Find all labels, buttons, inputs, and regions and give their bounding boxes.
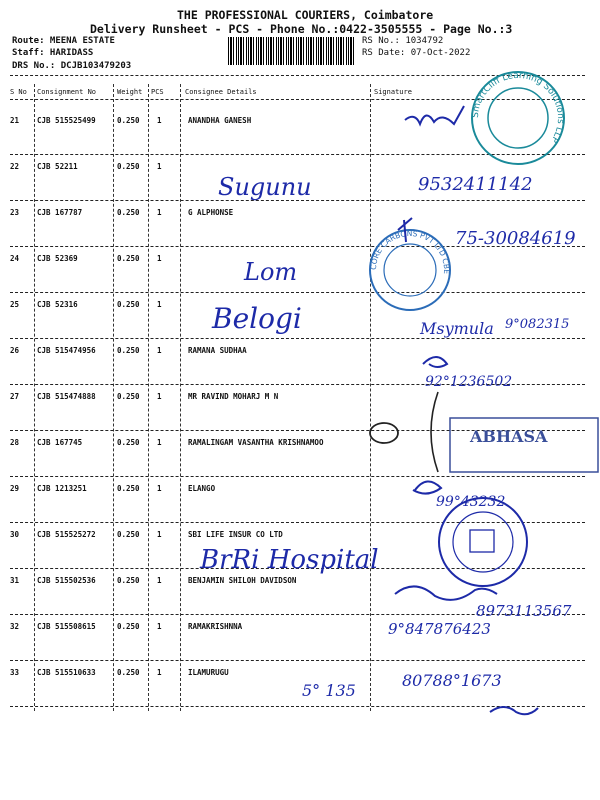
row-sno: 32 xyxy=(10,622,20,631)
row-divider xyxy=(10,430,585,431)
row-consignment: CJB 515525272 xyxy=(37,530,96,539)
row-pcs: 1 xyxy=(157,300,162,309)
row-consignee: G ALPHONSE xyxy=(188,208,234,217)
row-consignment: CJB 515510633 xyxy=(37,668,96,677)
smartcliff-stamp xyxy=(471,71,565,164)
row-consignee: RAMAKRISHNNA xyxy=(188,622,243,631)
row-pcs: 1 xyxy=(157,346,162,355)
staff-label: Staff: HARIDASS xyxy=(12,48,94,58)
route-label: Route: MEENA ESTATE xyxy=(12,36,115,46)
phone-row25: 9°082315 xyxy=(505,317,570,332)
row-divider xyxy=(10,522,585,523)
row-pcs: 1 xyxy=(157,622,162,631)
row-weight: 0.250 xyxy=(117,622,140,631)
col-signature: Signature xyxy=(374,88,412,96)
row-consignment: CJB 52369 xyxy=(37,254,78,263)
row-weight: 0.250 xyxy=(117,576,140,585)
row-sno: 33 xyxy=(10,668,20,677)
row-divider xyxy=(10,706,585,707)
phone-row32: 9°847876423 xyxy=(388,620,491,638)
company-title: THE PROFESSIONAL COURIERS, Coimbatore xyxy=(177,8,434,22)
row-weight: 0.250 xyxy=(117,392,140,401)
signature-row30: BrRi Hospital xyxy=(200,545,379,575)
row-consignment: CJB 52211 xyxy=(37,162,78,171)
phone-row31: 8973113567 xyxy=(476,602,572,620)
row-weight: 0.250 xyxy=(117,162,140,171)
row-consignment: CJB 167787 xyxy=(37,208,83,217)
row-pcs: 1 xyxy=(157,208,162,217)
svg-text:CORE CARBONS PVT LTD CBE: CORE CARBONS PVT LTD CBE xyxy=(368,228,452,275)
row-divider xyxy=(10,292,585,293)
row-weight: 0.250 xyxy=(117,346,140,355)
row-sno: 29 xyxy=(10,484,20,493)
row-pcs: 1 xyxy=(157,392,162,401)
col-weight: Weight xyxy=(117,88,143,96)
row-consignee: ANANDHA GANESH xyxy=(188,116,252,125)
row-weight: 0.250 xyxy=(117,484,140,493)
barcode xyxy=(228,37,356,65)
col-consignment: Consignment No xyxy=(37,88,97,96)
col-pcs: PCS xyxy=(151,88,164,96)
row-sno: 26 xyxy=(10,346,20,355)
row-divider xyxy=(10,476,585,477)
col-divider xyxy=(34,84,35,711)
row-pcs: 1 xyxy=(157,576,162,585)
rs-number: RS No.: 1034792 xyxy=(362,36,444,46)
signature-row25: Belogi xyxy=(212,302,302,335)
row-divider xyxy=(10,614,585,615)
row-consignment: CJB 1213251 xyxy=(37,484,87,493)
row-sno: 27 xyxy=(10,392,20,401)
note-row33: 5° 135 xyxy=(302,681,356,700)
row-sno: 21 xyxy=(10,116,20,125)
row-divider xyxy=(10,568,585,569)
row-weight: 0.250 xyxy=(117,116,140,125)
row-divider xyxy=(10,154,585,155)
row-sno: 24 xyxy=(10,254,20,263)
abhasa-stamp xyxy=(450,418,598,472)
row-divider xyxy=(10,660,585,661)
row-sno: 25 xyxy=(10,300,20,309)
row-consignment: CJB 515474956 xyxy=(37,346,96,355)
row-sno: 31 xyxy=(10,576,20,585)
phone-row33: 80788°1673 xyxy=(402,671,502,690)
row-consignment: CJB 515502536 xyxy=(37,576,96,585)
phone-row22: 9532411142 xyxy=(418,174,533,195)
col-consignee: Consignee Details xyxy=(185,88,257,96)
row-consignment: CJB 52316 xyxy=(37,300,78,309)
row-pcs: 1 xyxy=(157,116,162,125)
row-consignment: CJB 515525499 xyxy=(37,116,96,125)
col-sno: S No xyxy=(10,88,27,96)
row-weight: 0.250 xyxy=(117,254,140,263)
header-rule-bottom xyxy=(10,99,585,100)
row-consignment: CJB 515508615 xyxy=(37,622,96,631)
row-pcs: 1 xyxy=(157,162,162,171)
signature-row24: Lom xyxy=(244,258,298,286)
row-consignee: RAMANA SUDHAA xyxy=(188,346,247,355)
row-divider xyxy=(10,338,585,339)
row-sno: 22 xyxy=(10,162,20,171)
signature-row25b: Msymula xyxy=(420,319,494,338)
row-weight: 0.250 xyxy=(117,300,140,309)
row-weight: 0.250 xyxy=(117,668,140,677)
row-consignment: CJB 167745 xyxy=(37,438,83,447)
row-pcs: 1 xyxy=(157,484,162,493)
svg-text:ABHASA: ABHASA xyxy=(470,427,548,446)
row-pcs: 1 xyxy=(157,668,162,677)
row-consignee: MR RAVIND MOHARJ M N xyxy=(188,392,279,401)
row-sno: 28 xyxy=(10,438,20,447)
phone-row26: 92°1236502 xyxy=(425,374,513,390)
row-consignee: RAMALINGAM VASANTHA KRISHNAMOO xyxy=(188,438,324,447)
row-divider xyxy=(10,246,585,247)
row-consignee: BENJAMIN SHILOH DAVIDSON xyxy=(188,576,297,585)
core-carbons-stamp xyxy=(369,229,451,310)
rs-date: RS Date: 07-Oct-2022 xyxy=(362,48,471,58)
round-seal-stamp xyxy=(439,498,527,586)
phone-row23: 75-30084619 xyxy=(455,228,576,249)
svg-text:SmartCliff Learning Solutions: SmartCliff Learning Solutions LLP xyxy=(470,70,566,145)
row-weight: 0.250 xyxy=(117,208,140,217)
row-divider xyxy=(10,384,585,385)
col-divider xyxy=(180,84,181,711)
row-pcs: 1 xyxy=(157,254,162,263)
row-pcs: 1 xyxy=(157,438,162,447)
row-weight: 0.250 xyxy=(117,438,140,447)
row-pcs: 1 xyxy=(157,530,162,539)
drs-label: DRS No.: DCJB103479203 xyxy=(12,61,132,71)
col-divider xyxy=(370,84,371,711)
col-divider xyxy=(113,84,114,711)
runsheet-subtitle: Delivery Runsheet - PCS - Phone No.:0422-3505555 - Page No.:3 xyxy=(90,22,513,36)
row-consignee: ELANGO xyxy=(188,484,216,493)
row-consignee: ILAMURUGU xyxy=(188,668,229,677)
col-divider xyxy=(148,84,149,711)
row-weight: 0.250 xyxy=(117,530,140,539)
signature-row22: Sugunu xyxy=(218,173,312,201)
header-rule-top xyxy=(10,75,585,76)
phone-row29: 99°43232 xyxy=(436,494,506,510)
row-consignee: SBI LIFE INSUR CO LTD xyxy=(188,530,283,539)
row-sno: 23 xyxy=(10,208,20,217)
row-divider xyxy=(10,200,585,201)
row-sno: 30 xyxy=(10,530,20,539)
row-consignment: CJB 515474888 xyxy=(37,392,96,401)
